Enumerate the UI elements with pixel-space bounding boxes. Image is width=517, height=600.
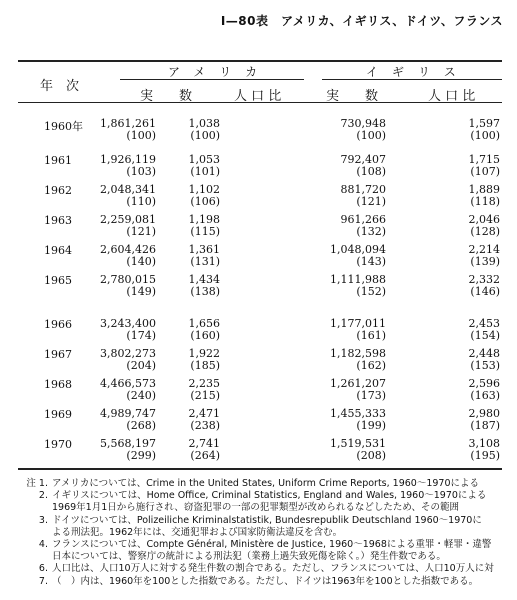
us-ratio-cell [160,318,220,342]
uk-ratio-cell [440,408,500,432]
index: (195) [470,449,500,462]
us-count-header: 実 数 [140,89,193,104]
us-count-cell [36,118,156,142]
index: (199) [356,419,386,432]
value: 2,259,081 [100,213,156,226]
value: 2,471 [188,407,220,420]
value: 1,038 [188,117,220,130]
footnote-number: 6. [38,563,48,575]
uk-ratio-cell [440,118,500,142]
us-ratio-cell [160,184,220,208]
value: 1,519,531 [330,437,386,450]
index: (162) [356,359,386,372]
index: (140) [126,255,156,268]
us-ratio-cell [160,274,220,298]
uk-count-cell [266,318,386,342]
index: (149) [126,285,156,298]
us-count-cell [36,438,156,462]
index: (264) [190,449,220,462]
value: 2,596 [468,377,500,390]
index: (215) [190,389,220,402]
year-cell: 1965 [44,274,72,287]
value: 1,922 [188,347,220,360]
uk-count-cell [266,214,386,238]
value: 1,198 [188,213,220,226]
index: (100) [470,129,500,142]
uk-count-cell [266,244,386,268]
value: 5,568,197 [100,437,156,450]
index: (106) [190,195,220,208]
value: 1,455,333 [330,407,386,420]
value: 2,235 [188,377,220,390]
value: 1,889 [468,183,500,196]
us-count-cell [36,244,156,268]
year-cell: 1969 [44,408,72,421]
us-count-cell [36,318,156,342]
value: 1,597 [468,117,500,130]
country-header-us: アメリカ [168,65,272,79]
us-ratio-cell [160,378,220,402]
index: (121) [356,195,386,208]
value: 2,741 [188,437,220,450]
index: (208) [356,449,386,462]
year-cell: 1962 [44,184,72,197]
uk-count-cell [266,184,386,208]
uk-ratio-cell [440,244,500,268]
index: (268) [126,419,156,432]
year-cell: 1960年 [44,120,83,133]
index: (128) [470,225,500,238]
index: (115) [190,225,220,238]
value: 2,980 [468,407,500,420]
index: (160) [190,329,220,342]
us-ratio-header: 人 口 比 [234,89,282,104]
index: (138) [190,285,220,298]
footnote-number: 2. [38,490,48,502]
index: (100) [356,129,386,142]
value: 3,802,273 [100,347,156,360]
index: (163) [470,389,500,402]
value: 1,177,011 [330,317,386,330]
index: (185) [190,359,220,372]
us-ratio-cell [160,348,220,372]
value: 1,434 [188,273,220,286]
index: (187) [470,419,500,432]
footnote [22,478,502,490]
index: (101) [190,165,220,178]
index: (240) [126,389,156,402]
index: (153) [470,359,500,372]
index: (161) [356,329,386,342]
us-ratio-cell [160,244,220,268]
footnote-text: 日本については、警察庁の統計による刑法犯（業務上過失致死傷を除く。）発生件数である。 [52,551,446,563]
index: (110) [126,195,156,208]
index: (154) [470,329,500,342]
footnote-text: アメリカについては、Crime in the United States, Uniform Crime Reports, 1960～1970による [52,478,480,489]
us-count-cell [36,408,156,432]
value: 1,715 [468,153,500,166]
index: (139) [470,255,500,268]
footnote-number: 4. [38,539,48,551]
us-ratio-cell [160,214,220,238]
value: 1,656 [188,317,220,330]
footnote [22,563,502,575]
footnote-text: ドイツについては、Polizeiliche Kriminalstatistik, Bundesrepublik Deutschland 1960～1970に [52,514,482,526]
value: 961,266 [340,213,386,226]
footnote-text: イギリスについては、Home Office, Criminal Statistics, England and Wales, 1960～1970による [52,490,487,502]
uk-ratio-cell [440,318,500,342]
value: 2,453 [468,317,500,330]
year-cell: 1963 [44,214,72,227]
value: 1,048,094 [330,243,386,256]
index: (108) [356,165,386,178]
value: 2,780,015 [100,273,156,286]
uk-ratio-cell [440,438,500,462]
value: 881,720 [340,183,386,196]
footnote [22,490,502,502]
us-ratio-cell [160,118,220,142]
index: (152) [356,285,386,298]
us-count-cell [36,274,156,298]
uk-count-cell [266,438,386,462]
us-ratio-cell [160,408,220,432]
index: (299) [126,449,156,462]
uk-ratio-cell [440,214,500,238]
us-count-cell [36,378,156,402]
uk-count-header: 実 数 [326,89,379,104]
index: (174) [126,329,156,342]
uk-ratio-cell [440,274,500,298]
value: 1,102 [188,183,220,196]
footnote [22,527,502,539]
uk-count-cell [266,408,386,432]
index: (204) [126,359,156,372]
uk-count-cell [266,378,386,402]
value: 3,243,400 [100,317,156,330]
footnote-text: よる刑法犯。1962年には、交通犯罪および国家防衛法違反を含む。 [52,526,343,538]
value: 1,111,988 [330,273,386,286]
footnote-text: （ ）内は、1960年を100とした指数である。ただし、ドイツは1963年を100とした指数である。 [52,575,479,587]
uk-ratio-cell [440,184,500,208]
footnotes [22,478,502,588]
value: 2,214 [468,243,500,256]
index: (131) [190,255,220,268]
us-ratio-cell [160,438,220,462]
uk-count-cell [266,154,386,178]
footnote-number: 注 1. [26,478,48,489]
value: 1,182,598 [330,347,386,360]
footnote [22,576,502,588]
year-column-header: 年 次 [40,79,80,94]
uk-ratio-cell [440,378,500,402]
uk-count-cell [266,118,386,142]
footnote [22,502,502,514]
value: 4,989,747 [100,407,156,420]
us-count-cell [36,154,156,178]
uk-ratio-header: 人 口 比 [428,89,476,104]
uk-count-cell [266,348,386,372]
year-cell: 1968 [44,378,72,391]
index: (103) [126,165,156,178]
value: 4,466,573 [100,377,156,390]
footnote-number: 3. [38,514,48,526]
table-bottom-rule [18,468,502,470]
footnote-number: 7. [38,575,48,587]
index: (100) [126,129,156,142]
country-header-uk: イギリス [366,65,470,79]
year-cell: 1964 [44,244,72,257]
value: 1,926,119 [100,153,156,166]
uk-count-cell [266,274,386,298]
us-count-cell [36,184,156,208]
value: 2,332 [468,273,500,286]
value: 2,048,341 [100,183,156,196]
index: (132) [356,225,386,238]
index: (146) [470,285,500,298]
value: 1,361 [188,243,220,256]
value: 2,046 [468,213,500,226]
table-top-rule [18,60,502,62]
us-count-cell [36,348,156,372]
value: 1,261,207 [330,377,386,390]
value: 2,604,426 [100,243,156,256]
year-cell: 1970 [44,438,72,451]
index: (107) [470,165,500,178]
index: (238) [190,419,220,432]
footnote [22,515,502,527]
value: 3,108 [468,437,500,450]
value: 1,053 [188,153,220,166]
us-count-cell [36,214,156,238]
us-ratio-cell [160,154,220,178]
footnote-text: 1969年1月1日から施行され、窃盗犯罪の一部の犯罪類型が改められるなどしたため、その範囲 [52,502,459,514]
uk-ratio-cell [440,348,500,372]
value: 1,861,261 [100,117,156,130]
footnote [22,539,502,551]
value: 730,948 [340,117,386,130]
value: 792,407 [340,153,386,166]
year-cell: 1967 [44,348,72,361]
table-title: Ⅰ—80表 アメリカ、イギリス、ドイツ、フランス [220,14,503,28]
index: (100) [190,129,220,142]
index: (121) [126,225,156,238]
year-cell: 1961 [44,154,72,167]
value: 2,448 [468,347,500,360]
uk-ratio-cell [440,154,500,178]
index: (173) [356,389,386,402]
footnote [22,551,502,563]
index: (118) [470,195,500,208]
year-cell: 1966 [44,318,72,331]
footnote-text: フランスについては、Compte Général, Ministère de Justice, 1960～1968による重罪・軽罪・違警 [52,539,492,551]
index: (143) [356,255,386,268]
footnote-text: 人口比は、人口10万人に対する発生件数の割合である。ただし、フランスについては、人口10万人に対 [52,563,494,575]
